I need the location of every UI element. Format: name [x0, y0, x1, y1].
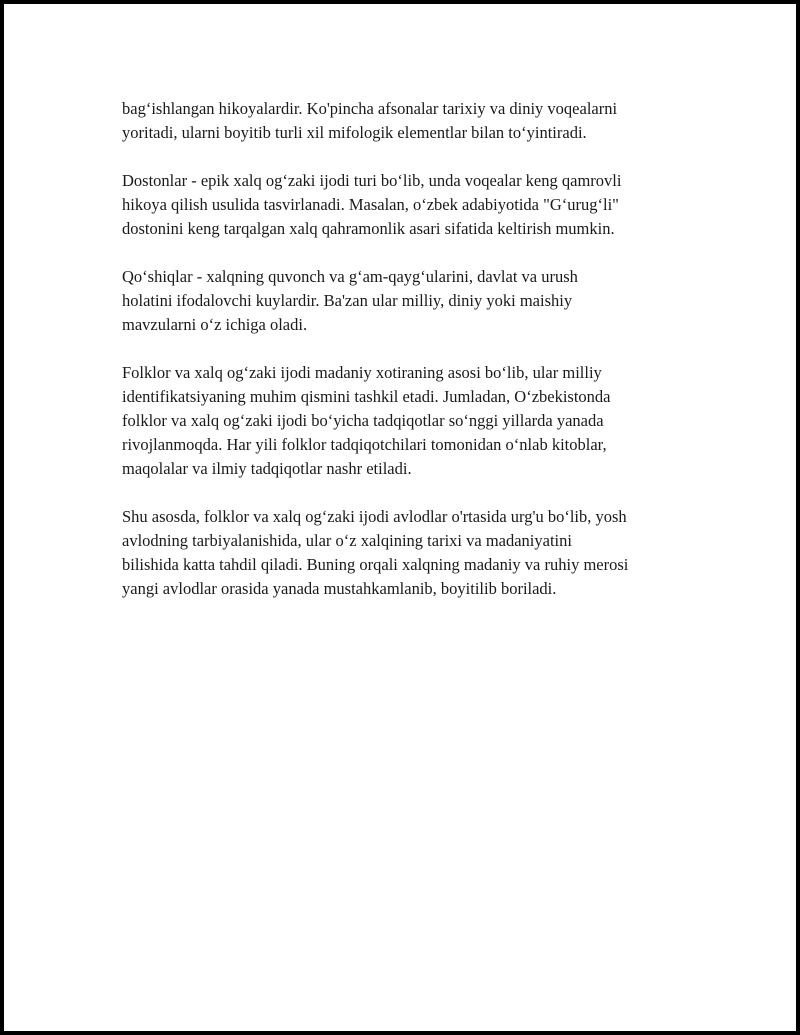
paragraph-xulosa: Shu asosda, folklor va xalq og‘zaki ijodi avlodlar o'rtasida urg'u bo‘lib, yosh avlodning tarbiyalanishida, ular o‘z xalqining tarixi va madaniyatini bilishida katta tahdil qiladi. Buning orqali xalqning madaniy va ruhiy merosi yangi avlodlar orasida yanada mustahkamlanib, boyitilib boriladi. — [122, 507, 629, 598]
page-body — [122, 97, 702, 625]
paragraph-qoshiqlar: Qo‘shiqlar - xalqning quvonch va g‘am-qayg‘ularini, davlat va urush holatini ifodalovchi kuylardir. Ba'zan ular milliy, diniy yoki maishiy mavzularni o‘z ichiga oladi. — [122, 267, 578, 334]
paragraph-folklor: Folklor va xalq og‘zaki ijodi madaniy xotiraning asosi bo‘lib, ular milliy identifikatsiyaning muhim qismini tashkil etadi. Jumladan, O‘zbekistonda folklor va xalq og‘zaki ijodi bo‘yicha tadqiqotlar so‘nggi yillarda yanada rivojlanmoqda. Har yili folklor tadqiqotchilari tomonidan o‘nlab kitoblar, maqolalar va ilmiy tadqiqotlar nashr etiladi. — [122, 363, 611, 478]
paragraph-dostonlar: Dostonlar - epik xalq og‘zaki ijodi turi bo‘lib, unda voqealar keng qamrovli hikoya qilish usulida tasvirlanadi. Masalan, o‘zbek adabiyotida "G‘urug‘li" dostonini keng tarqalgan xalq qahramonlik asari sifatida keltirish mumkin. — [122, 171, 622, 238]
paragraph-afsonalar: bag‘ishlangan hikoyalardir. Ko'pincha afsonalar tarixiy va diniy voqealarni yoritadi, ularni boyitib turli xil mifologik elementlar bilan to‘yintiradi. — [122, 99, 618, 142]
